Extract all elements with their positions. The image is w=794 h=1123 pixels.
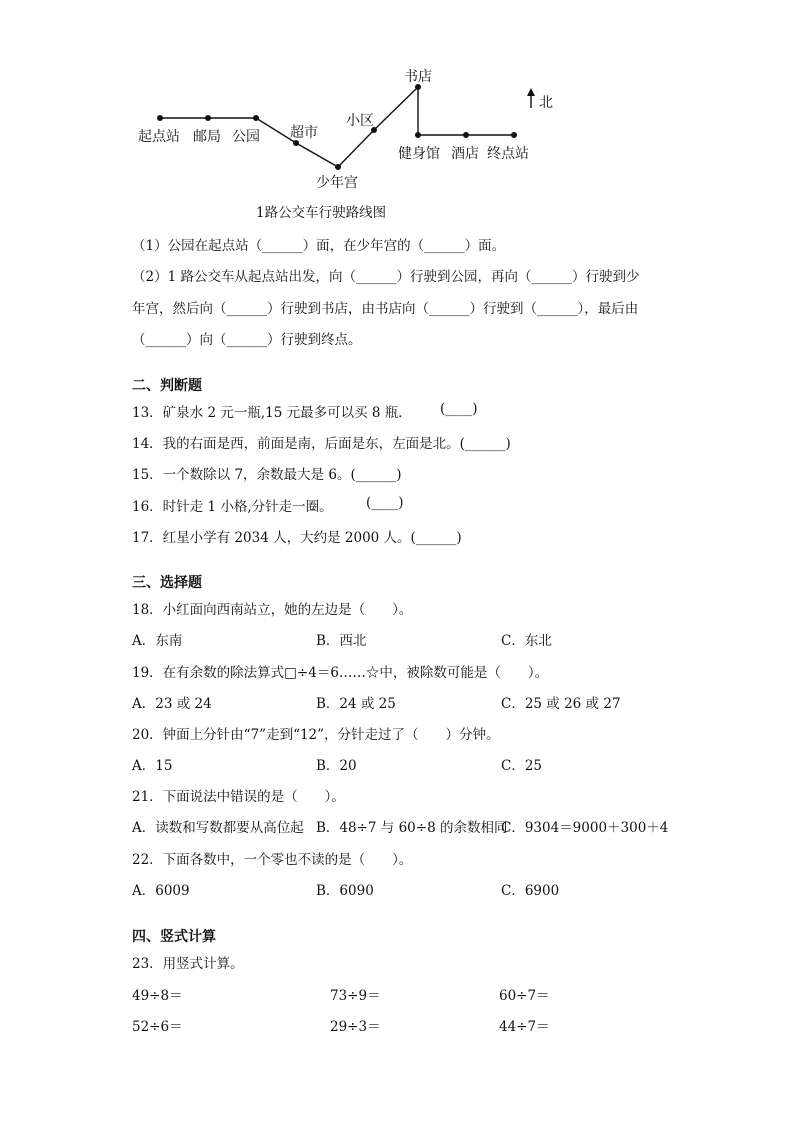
- q12-line1: （1）公园在起点站（______）面，在少年宫的（______）面。: [132, 238, 506, 254]
- station-dot-jianshenguan: [415, 132, 421, 138]
- q17-text: 17．红星小学有 2034 人，大约是 2000 人。(______): [132, 530, 462, 546]
- q12-line2: （2）1 路公交车从起点站出发，向（______）行驶到公园，再向（______）行驶到少: [132, 269, 640, 285]
- q20-option-b[interactable]: B．20: [316, 758, 357, 774]
- q12-line3: 年宫，然后向（______）行驶到书店，由书店向（______）行驶到（______），最后由: [132, 301, 639, 317]
- q18-text: 18．小红面向西南站立，她的左边是（ ）。: [132, 602, 413, 618]
- section2-heading: 二、判断题: [132, 378, 202, 394]
- station-label-shudian: 书店: [404, 69, 432, 85]
- station-dot-jiudian: [463, 132, 469, 138]
- q22-text: 22．下面各数中，一个零也不读的是（ ）。: [132, 852, 413, 868]
- q21-text: 21．下面说法中错误的是（ ）。: [132, 789, 345, 805]
- station-dot-youju: [205, 115, 211, 121]
- expr-29-div-3: 29÷3＝: [330, 1019, 381, 1035]
- section4-heading: 四、竖式计算: [132, 929, 216, 945]
- station-label-youju: 邮局: [193, 129, 221, 145]
- q18-option-b[interactable]: B．西北: [316, 633, 367, 649]
- q20-text: 20．钟面上分针由“7”走到“12”，分针走过了（ ）分钟。: [132, 727, 500, 743]
- station-dot-gongyuan: [253, 115, 259, 121]
- expr-49-div-8: 49÷8＝: [132, 988, 183, 1004]
- expr-60-div-7: 60÷7＝: [499, 988, 550, 1004]
- station-label-xiaoqu: 小区: [346, 113, 374, 129]
- q19-option-c[interactable]: C．25 或 26 或 27: [501, 696, 621, 712]
- bus-route-map: [0, 0, 794, 230]
- north-arrowhead-icon: [527, 88, 535, 96]
- station-label-gongyuan: 公园: [232, 129, 260, 145]
- q18-option-c[interactable]: C．东北: [501, 633, 552, 649]
- q22-option-b[interactable]: B．6090: [316, 883, 374, 899]
- station-dot-zhongdian: [511, 132, 517, 138]
- q20-option-c[interactable]: C．25: [501, 758, 543, 774]
- q19-option-b[interactable]: B．24 或 25: [316, 696, 396, 712]
- q21-option-a[interactable]: A．读数和写数都要从高位起: [132, 820, 304, 836]
- section3-heading: 三、选择题: [132, 575, 202, 591]
- q22-option-a[interactable]: A．6009: [132, 883, 190, 899]
- station-dot-qidian: [157, 115, 163, 121]
- q21-option-c[interactable]: C．9304＝9000＋300＋4: [501, 820, 669, 836]
- station-label-qidian: 起点站: [138, 129, 180, 145]
- q13-blank: (____): [440, 401, 478, 417]
- station-dot-shaoniangong: [335, 164, 341, 170]
- north-label: 北: [539, 95, 553, 111]
- expr-73-div-9: 73÷9＝: [330, 988, 381, 1004]
- q16-blank: (____): [366, 495, 404, 511]
- q13-text: 13．矿泉水 2 元一瓶,15 元最多可以买 8 瓶．: [132, 405, 412, 421]
- q18-option-a[interactable]: A．东南: [132, 633, 183, 649]
- q21-option-b[interactable]: B．48÷7 与 60÷8 的余数相同: [316, 820, 508, 836]
- q20-option-a[interactable]: A．15: [132, 758, 173, 774]
- q14-text: 14．我的右面是西，前面是南，后面是东，左面是北。(______): [132, 436, 511, 452]
- expr-52-div-6: 52÷6＝: [132, 1019, 183, 1035]
- map-caption: 1路公交车行驶路线图: [256, 205, 387, 221]
- station-label-shaoniangong: 少年宫: [316, 175, 358, 191]
- q22-option-c[interactable]: C．6900: [501, 883, 560, 899]
- q19-option-a[interactable]: A．23 或 24: [132, 696, 212, 712]
- station-label-jianshenguan: 健身馆: [398, 146, 440, 162]
- station-label-zhongdian: 终点站: [487, 146, 529, 162]
- q23-text: 23．用竖式计算。: [132, 956, 244, 972]
- expr-44-div-7: 44÷7＝: [499, 1019, 550, 1035]
- station-label-jiudian: 酒店: [451, 146, 479, 162]
- q16-text: 16．时针走 1 小格,分针走一圈。: [132, 499, 333, 515]
- station-label-chaoshi: 超市: [290, 125, 318, 141]
- q19-text: 19．在有余数的除法算式□÷4＝6……☆中，被除数可能是（ ）。: [132, 665, 549, 681]
- q12-line4: （______）向（______）行驶到终点。: [132, 332, 362, 348]
- q15-text: 15．一个数除以 7，余数最大是 6。(______): [132, 467, 402, 483]
